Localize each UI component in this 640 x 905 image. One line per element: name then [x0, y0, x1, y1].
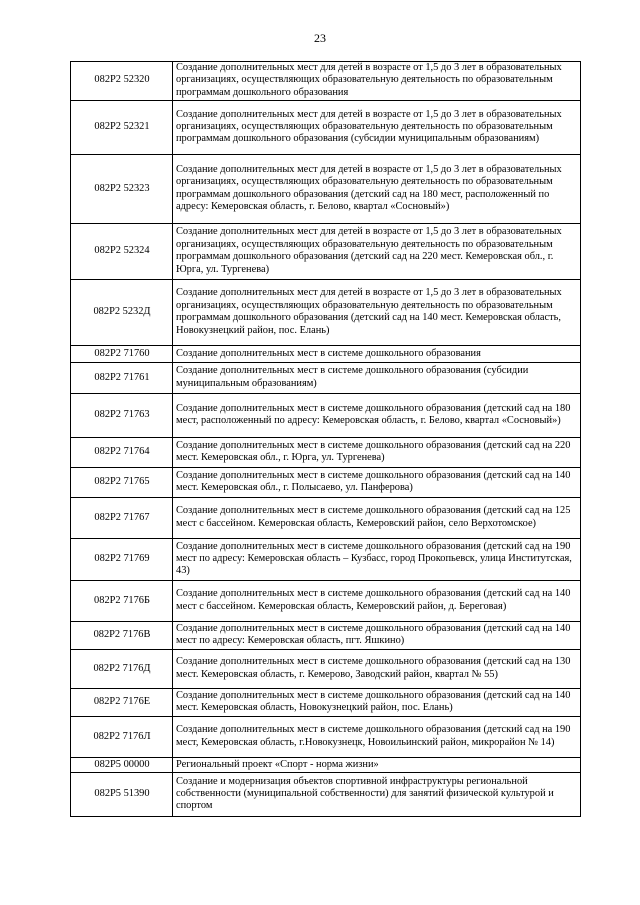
table-row [71, 224, 581, 280]
row-description: Создание дополнительных мест для детей в возрасте от 1,5 до 3 лет в образовательных организациях, осуществляющих образовательную деятельность по образовательным программам дошкольного образования (детский сад на 220 мест. Кемеровская обл., г. Юрга, ул. Тургенева) [173, 224, 581, 280]
row-code: 082P2 5232Д [71, 280, 173, 346]
row-code: 082P2 71764 [71, 438, 173, 468]
row-description: Создание дополнительных мест в системе дошкольного образования (детский сад на 140 мест по адресу: Кемеровская область, пгт. Яшкино) [173, 622, 581, 650]
row-description: Создание дополнительных мест в системе дошкольного образования (детский сад на 190 мест, Кемеровская область, г.Новокузнецк, Новоильинский район, микрорайон № 14) [173, 717, 581, 758]
row-code: 082P2 52321 [71, 101, 173, 155]
row-description: Создание дополнительных мест в системе дошкольного образования (детский сад на 220 мест. Кемеровская обл., г. Юрга, ул. Тургенева) [173, 438, 581, 468]
row-description: Создание дополнительных мест в системе дошкольного образования (субсидии муниципальным образованиям) [173, 363, 581, 394]
row-code: 082P2 52324 [71, 224, 173, 280]
table-row [71, 468, 581, 498]
row-description: Создание дополнительных мест для детей в возрасте от 1,5 до 3 лет в образовательных организациях, осуществляющих образовательную деятельность по образовательным программам дошкольного образования (детский сад на 180 мест, расположенный по адресу: Кемеровская область, г. Белово, квартал «Сосновый») [173, 155, 581, 224]
row-description: Создание дополнительных мест в системе дошкольного образования (детский сад на 140 мест. Кемеровская обл., г. Полысаево, ул. Панферова) [173, 468, 581, 498]
table-row [71, 689, 581, 717]
row-code: 082P5 51390 [71, 773, 173, 817]
row-code: 082P2 71760 [71, 346, 173, 363]
table-row [71, 758, 581, 773]
table-row [71, 155, 581, 224]
table-row [71, 394, 581, 438]
row-description: Создание дополнительных мест для детей в возрасте от 1,5 до 3 лет в образовательных организациях, осуществляющих образовательную деятельность по образовательным программам дошкольного образования [173, 62, 581, 101]
table-row [71, 498, 581, 539]
row-description: Создание дополнительных мест в системе дошкольного образования (детский сад на 190 мест по адресу: Кемеровская область – Кузбасс, город Прокопьевск, улица Институтская, 43) [173, 539, 581, 581]
table-row [71, 363, 581, 394]
table-row [71, 280, 581, 346]
row-code: 082P2 71761 [71, 363, 173, 394]
row-description: Создание дополнительных мест в системе дошкольного образования (детский сад на 140 мест с бассейном. Кемеровская область, Кемеровский район, д. Береговая) [173, 581, 581, 622]
table-row [71, 62, 581, 101]
table-row [71, 346, 581, 363]
row-code: 082P2 52320 [71, 62, 173, 101]
table-row [71, 622, 581, 650]
row-code: 082P2 7176Е [71, 689, 173, 717]
row-description: Создание дополнительных мест в системе дошкольного образования [173, 346, 581, 363]
page-number: 23 [314, 31, 326, 45]
row-code: 082P2 71767 [71, 498, 173, 539]
row-description: Создание дополнительных мест в системе дошкольного образования (детский сад на 125 мест с бассейном. Кемеровская область, Кемеровский район, село Верхотомское) [173, 498, 581, 539]
row-code: 082P2 7176Д [71, 650, 173, 689]
row-code: 082P2 71769 [71, 539, 173, 581]
row-code: 082P2 7176Л [71, 717, 173, 758]
row-description: Создание дополнительных мест для детей в возрасте от 1,5 до 3 лет в образовательных организациях, осуществляющих образовательную деятельность по образовательным программам дошкольного образования (детский сад на 140 мест. Кемеровская область, Новокузнецкий район, пос. Елань) [173, 280, 581, 346]
table-row [71, 650, 581, 689]
row-description: Создание дополнительных мест в системе дошкольного образования (детский сад на 180 мест, расположенный по адресу: Кемеровская область, г. Белово, квартал «Сосновый») [173, 394, 581, 438]
row-code: 082P5 00000 [71, 758, 173, 773]
table-row [71, 539, 581, 581]
row-code: 082P2 71763 [71, 394, 173, 438]
row-description: Создание дополнительных мест для детей в возрасте от 1,5 до 3 лет в образовательных организациях, осуществляющих образовательную деятельность по образовательным программам дошкольного образования (субсидии муниципальным образованиям) [173, 101, 581, 155]
table-row [71, 581, 581, 622]
table-row [71, 773, 581, 817]
row-description: Создание дополнительных мест в системе дошкольного образования (детский сад на 140 мест. Кемеровская область, Новокузнецкий район, пос. Елань) [173, 689, 581, 717]
table-row [71, 101, 581, 155]
budget-code-table [70, 61, 581, 817]
row-code: 082P2 52323 [71, 155, 173, 224]
row-code: 082P2 7176Б [71, 581, 173, 622]
row-code: 082P2 7176В [71, 622, 173, 650]
row-description: Создание и модернизация объектов спортивной инфраструктуры региональной собственности (муниципальной собственности) для занятий физической культурой и спортом [173, 773, 581, 817]
table-row [71, 717, 581, 758]
row-description: Создание дополнительных мест в системе дошкольного образования (детский сад на 130 мест. Кемеровская область, г. Кемерово, Заводский район, квартал № 55) [173, 650, 581, 689]
table-row [71, 438, 581, 468]
row-code: 082P2 71765 [71, 468, 173, 498]
row-description: Региональный проект «Спорт - норма жизни» [173, 758, 581, 773]
table-body [71, 62, 581, 817]
